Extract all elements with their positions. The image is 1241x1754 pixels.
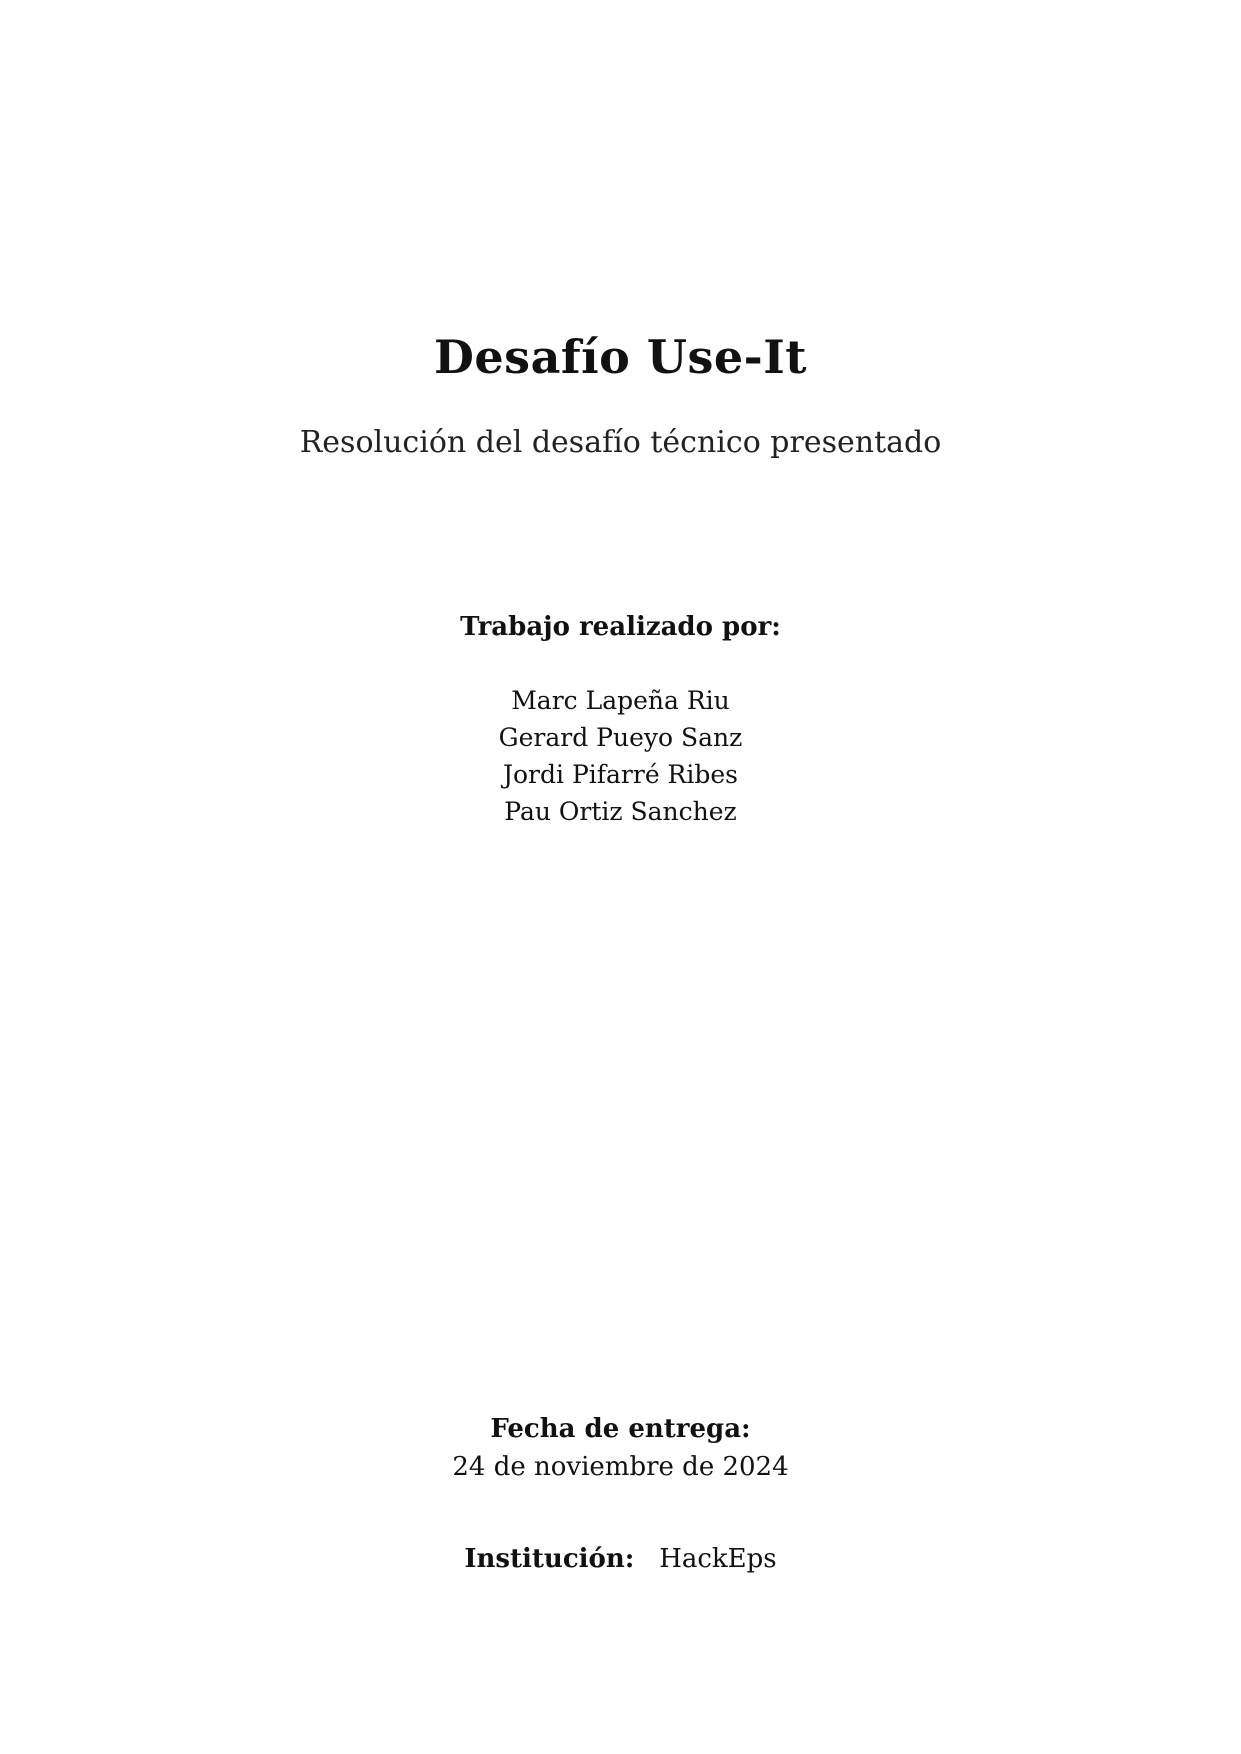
authors-list: [0, 682, 1241, 830]
institution-line: [0, 1544, 1241, 1574]
document-subtitle: Resolución del desafío técnico presentado: [299, 425, 942, 460]
author-name: Gerard Pueyo Sanz: [498, 723, 743, 752]
author-name: Pau Ortiz Sanchez: [504, 797, 737, 826]
institution-label: Institución:: [464, 1544, 635, 1574]
delivery-date-value: 24 de noviembre de 2024: [452, 1452, 789, 1482]
institution-spacer: [643, 1544, 651, 1574]
author-name: Marc Lapeña Riu: [511, 686, 730, 715]
authors-heading: Trabajo realizado por:: [460, 612, 781, 642]
author-name: Jordi Pifarré Ribes: [502, 760, 739, 789]
delivery-date-heading: Fecha de entrega:: [490, 1414, 751, 1444]
institution-value: HackEps: [659, 1544, 777, 1574]
document-title: Desafío Use-It: [434, 330, 807, 384]
